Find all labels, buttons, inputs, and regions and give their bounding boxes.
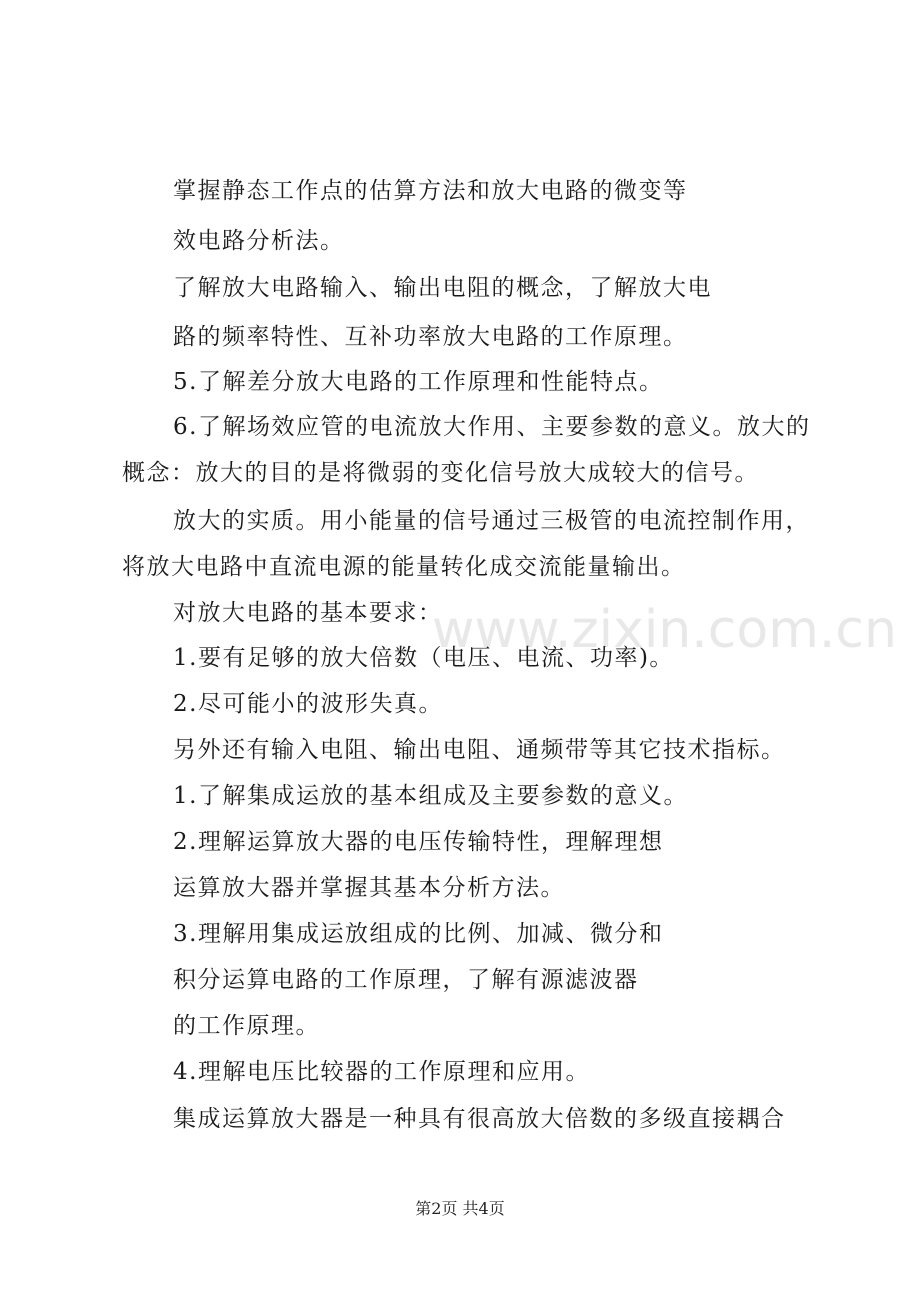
text-line: 概念：放大的目的是将微弱的变化信号放大成较大的信号。 xyxy=(122,460,759,486)
text-line: 运算放大器并掌握其基本分析方法。 xyxy=(173,875,565,901)
text-line: 6.了解场效应管的电流放大作用、主要参数的意义。放大的 xyxy=(173,414,811,440)
text-line: 掌握静态工作点的估算方法和放大电路的微变等 xyxy=(173,178,688,204)
text-line: 2.理解运算放大器的电压传输特性，理解理想 xyxy=(173,829,664,855)
text-line: 了解放大电路输入、输出电阻的概念，了解放大电 xyxy=(173,275,712,301)
text-line: 路的频率特性、互补功率放大电路的工作原理。 xyxy=(173,324,688,350)
text-line: 积分运算电路的工作原理，了解有源滤波器 xyxy=(173,967,639,993)
text-line: 集成运算放大器是一种具有很高放大倍数的多级直接耦合 xyxy=(173,1106,786,1132)
text-line: 对放大电路的基本要求： xyxy=(173,600,443,626)
text-line: 另外还有输入电阻、输出电阻、通频带等其它技术指标。 xyxy=(173,737,786,763)
text-line: 2.尽可能小的波形失真。 xyxy=(173,691,443,717)
text-line: 放大的实质。用小能量的信号通过三极管的电流控制作用， xyxy=(173,508,810,534)
text-line: 4.理解电压比较器的工作原理和应用。 xyxy=(173,1059,590,1085)
text-line: 5.了解差分放大电路的工作原理和性能特点。 xyxy=(173,369,664,395)
text-line: 1.了解集成运放的基本组成及主要参数的意义。 xyxy=(173,783,688,809)
text-line: 3.理解用集成运放组成的比例、加减、微分和 xyxy=(173,921,664,947)
text-line: 效电路分析法。 xyxy=(173,228,345,254)
text-line: 将放大电路中直流电源的能量转化成交流能量输出。 xyxy=(122,554,686,580)
page-number-footer: 第2页 共4页 xyxy=(415,1199,505,1218)
watermark: www.zixin.com.cn xyxy=(432,600,897,660)
text-line: 1.要有足够的放大倍数（电压、电流、功率)。 xyxy=(173,645,674,671)
text-line: 的工作原理。 xyxy=(173,1013,320,1039)
